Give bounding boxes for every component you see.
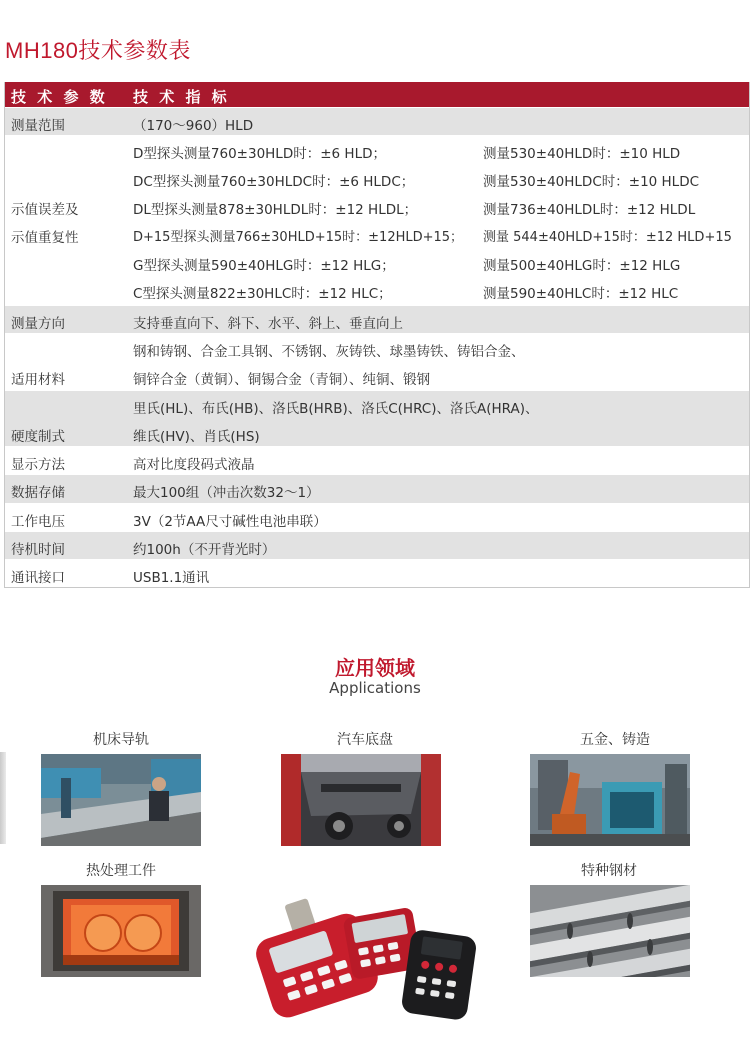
row-storage — [5, 474, 749, 503]
row-value: 3V（2节AA尺寸碱性电池串联） — [133, 514, 327, 530]
car-chassis-image — [281, 754, 441, 846]
row-accuracy — [5, 135, 749, 305]
row-label: 显示方法 — [11, 457, 65, 473]
accuracy-left: C型探头测量822±30HLC时：±12 HLC； — [133, 286, 392, 302]
accuracy-left: DL型探头测量878±30HLDL时：±12 HLDL； — [133, 202, 418, 218]
row-value: 铜锌合金（黄铜）、铜锡合金（青铜）、纯铜、锻钢 — [133, 372, 430, 388]
special-steel-image — [530, 885, 690, 977]
accuracy-left: D+15型探头测量766±30HLD+15时：±12HLD+15； — [133, 230, 464, 245]
accuracy-right: 测量590±40HLC时：±12 HLC — [483, 286, 679, 302]
row-standby — [5, 531, 749, 559]
row-value: USB1.1通讯 — [133, 570, 210, 586]
header-param: 技 术 参 数 — [11, 88, 108, 106]
app-label: 机床导轨 — [93, 732, 149, 748]
row-display — [5, 446, 749, 474]
row-value: 最大100组（冲击次数32～1） — [133, 485, 320, 501]
page-title: MH180技术参数表 — [5, 38, 191, 63]
row-label: 通讯接口 — [11, 570, 65, 586]
row-label: 测量范围 — [11, 118, 65, 134]
row-direction — [5, 305, 749, 333]
row-interface — [5, 559, 749, 587]
row-value: 维氏(HV)、肖氏(HS) — [133, 429, 260, 445]
accuracy-right: 测量500±40HLG时：±12 HLG — [483, 258, 681, 274]
row-value: 支持垂直向下、斜下、水平、斜上、垂直向上 — [133, 316, 403, 332]
row-value: 高对比度段码式液晶 — [133, 457, 255, 473]
row-range — [5, 107, 749, 135]
table-header — [5, 82, 749, 107]
app-label: 特种钢材 — [581, 863, 637, 879]
accuracy-right: 测量 544±40HLD+15时：±12 HLD+15 — [483, 230, 732, 245]
app-label: 汽车底盘 — [337, 732, 393, 748]
row-label: 待机时间 — [11, 542, 65, 558]
accuracy-left: DC型探头测量760±30HLDC时：±6 HLDC； — [133, 174, 415, 190]
app-label: 五金、铸造 — [580, 732, 650, 748]
accuracy-right: 测量530±40HLD时：±10 HLD — [483, 146, 681, 162]
row-value: 约100h（不开背光时） — [133, 542, 276, 558]
row-hardness — [5, 390, 749, 446]
row-label: 示值误差及 — [11, 202, 79, 218]
hardness-tester-devices-image — [252, 895, 488, 1021]
accuracy-right: 测量530±40HLDC时：±10 HLDC — [483, 174, 700, 190]
machine-rail-image — [41, 754, 201, 846]
decor-edge — [0, 752, 6, 844]
accuracy-left: D型探头测量760±30HLD时：±6 HLD； — [133, 146, 386, 162]
row-label: 工作电压 — [11, 514, 65, 530]
row-label: 适用材料 — [11, 372, 65, 388]
header-spec: 技 术 指 标 — [133, 88, 230, 106]
row-voltage — [5, 503, 749, 531]
row-label: 测量方向 — [11, 316, 65, 332]
row-value: 钢和铸钢、合金工具钢、不锈钢、灰铸铁、球墨铸铁、铸铝合金、 — [133, 344, 525, 360]
section-title: 应用领域 — [335, 656, 415, 680]
section-subtitle: Applications — [329, 679, 421, 697]
heat-treatment-image — [41, 885, 201, 977]
app-label: 热处理工件 — [86, 863, 156, 879]
row-label: 数据存储 — [11, 485, 65, 501]
row-value: （170～960）HLD — [133, 118, 254, 134]
hardware-casting-image — [530, 754, 690, 846]
row-materials — [5, 333, 749, 390]
accuracy-right: 测量736±40HLDL时：±12 HLDL — [483, 202, 696, 218]
spec-table — [4, 82, 750, 588]
row-label: 示值重复性 — [11, 230, 79, 246]
row-label: 硬度制式 — [11, 429, 65, 445]
row-value: 里氏(HL)、布氏(HB)、洛氏B(HRB)、洛氏C(HRC)、洛氏A(HRA)、 — [133, 401, 539, 417]
accuracy-left: G型探头测量590±40HLG时：±12 HLG； — [133, 258, 395, 274]
